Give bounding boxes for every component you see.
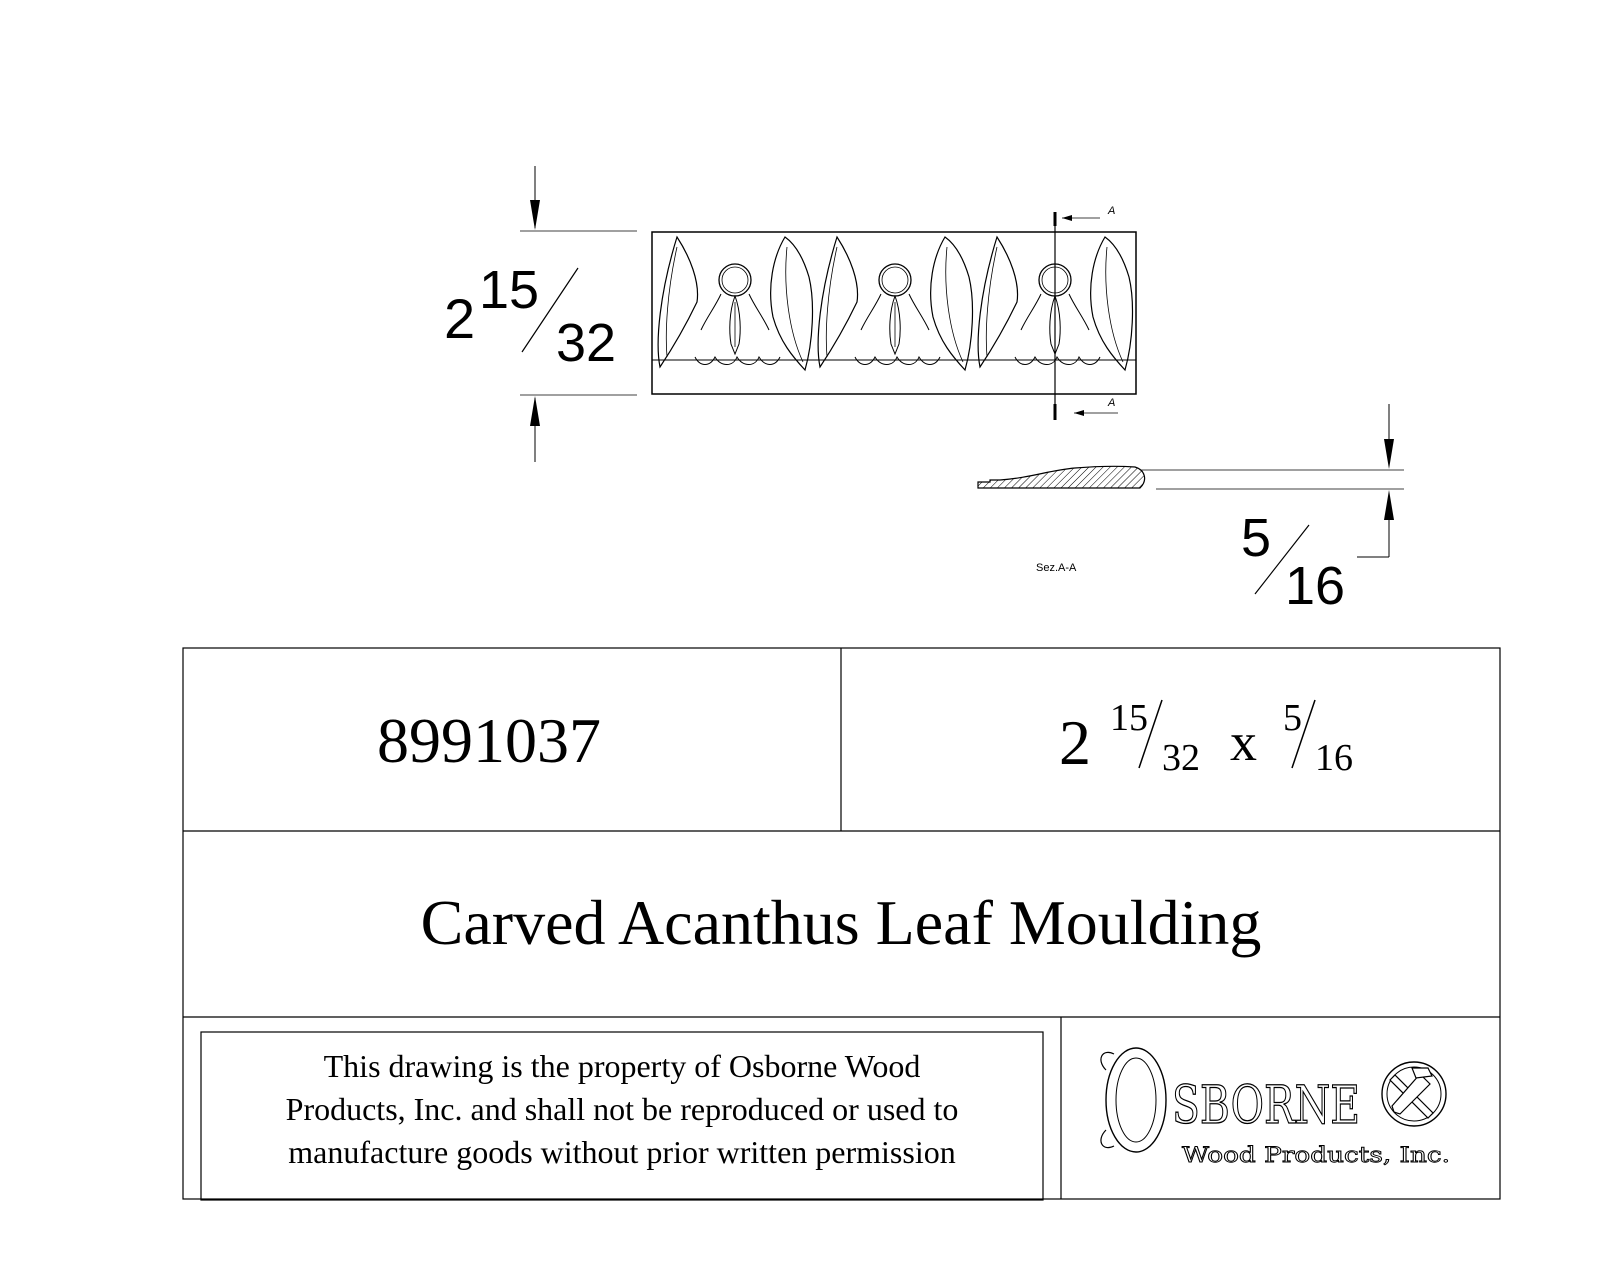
size-denominator-2: 16 (1315, 737, 1353, 779)
size-denominator-1: 32 (1162, 737, 1200, 779)
section-marker-bottom: A (1108, 397, 1116, 409)
height-dim-whole: 2 (444, 287, 476, 350)
section-label: Sez.A-A (1036, 562, 1077, 574)
size-whole: 2 (1059, 707, 1091, 778)
cross-section-profile (978, 466, 1145, 574)
moulding-elevation (652, 232, 1136, 394)
thickness-dim-numerator: 5 (1241, 508, 1272, 568)
title-block (183, 648, 1500, 1200)
notice-line-2: Products, Inc. and shall not be reproduced or used to (285, 1091, 959, 1127)
section-marker-top: A (1108, 205, 1116, 217)
size-numerator-1: 15 (1110, 697, 1148, 739)
notice-line-3: manufacture goods without prior written permission (288, 1134, 956, 1170)
height-dim-denominator: 32 (556, 313, 617, 373)
height-dimension (444, 166, 637, 462)
size-numerator-2: 5 (1283, 697, 1302, 739)
notice-line-1: This drawing is the property of Osborne Wood (323, 1048, 921, 1084)
height-dim-numerator: 15 (479, 260, 540, 320)
hammer-and-chisel-icon (1382, 1062, 1446, 1126)
osborne-logo (1101, 999, 1450, 1167)
copyright-notice (286, 1048, 959, 1170)
logo-subtitle: Wood Products, Inc. (1182, 1143, 1450, 1167)
size-spec (1059, 697, 1353, 779)
size-separator: x (1230, 712, 1257, 772)
thickness-dim-denominator: 16 (1285, 556, 1346, 616)
logo-name: SBORNE (1172, 1076, 1360, 1136)
product-name: Carved Acanthus Leaf Moulding (420, 887, 1262, 958)
thickness-dimension (1140, 404, 1404, 616)
part-number: 8991037 (377, 705, 601, 776)
